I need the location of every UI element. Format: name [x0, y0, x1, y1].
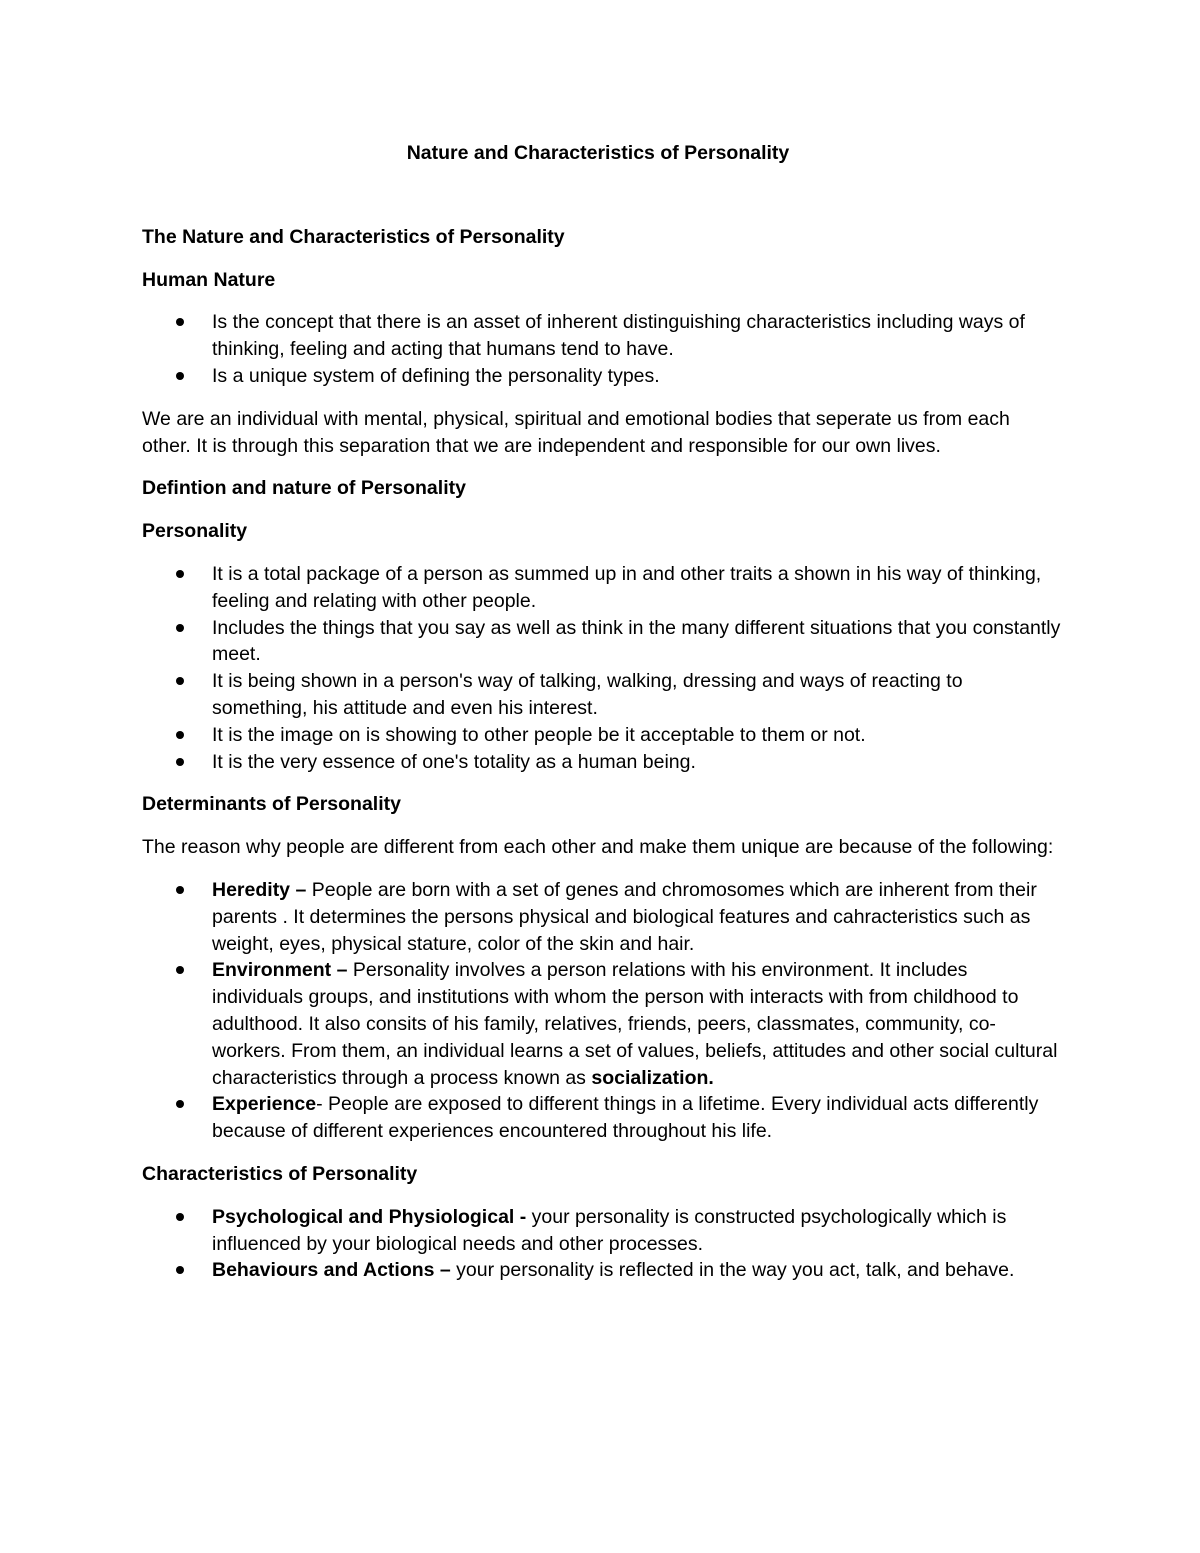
list-item	[142, 668, 1062, 722]
list-item	[142, 749, 1062, 776]
bullet-icon	[176, 1266, 184, 1274]
bullet-icon	[176, 624, 184, 632]
section-heading-definition: Defintion and nature of Personality	[142, 477, 466, 500]
bullet-icon	[176, 1100, 184, 1108]
human-nature-paragraph: We are an individual with mental, physical, spiritual and emotional bodies that seperate us from each other. It is through this separation that we are independent and responsible for our own lives.	[142, 407, 1010, 457]
subheading-human-nature: Human Nature	[142, 268, 276, 291]
list-item	[142, 1204, 1062, 1258]
list-item	[142, 1257, 1062, 1284]
bullet-icon	[176, 886, 184, 894]
list-item	[142, 363, 1062, 390]
document-title: Nature and Characteristics of Personality	[406, 142, 790, 164]
list-item-text: Is a unique system of defining the personality types.	[212, 364, 660, 387]
bullet-icon	[176, 318, 184, 326]
determinants-intro: The reason why people are different from each other and make them unique are because of the following:	[142, 836, 1054, 859]
list-item-text: your personality is reflected in the way you act, talk, and behave.	[456, 1259, 1015, 1282]
list-item-text: It is being shown in a person's way of talking, walking, dressing and ways of reacting to something, his attitude and even his interest.	[212, 670, 963, 719]
section-heading-characteristics: Characteristics of Personality	[142, 1162, 418, 1185]
emphasis-socialization: socialization.	[591, 1066, 714, 1089]
bullet-icon	[176, 1213, 184, 1221]
list-item	[142, 1091, 1062, 1145]
list-item-text: Personality involves a person relations with his environment. It includes individuals groups, and institutions with whom the person with interacts with from childhood to adulthood. It also consits of his family, relatives, friends, peers, classmates, community, co-workers. From them, an individual learns a set of values, beliefs, attitudes and other social cultural characteristics through a process known as	[212, 959, 1058, 1089]
bullet-icon	[176, 731, 184, 739]
human-nature-list	[142, 309, 1062, 389]
list-item-text: It is the image on is showing to other people be it acceptable to them or not.	[212, 723, 866, 746]
term-environment: Environment –	[212, 959, 353, 982]
characteristics-list	[142, 1204, 1062, 1284]
bullet-icon	[176, 372, 184, 380]
list-item-text: Is the concept that there is an asset of inherent distinguishing characteristics including ways of thinking, feeling and acting that humans tend to have.	[212, 311, 1025, 361]
term-experience: Experience	[212, 1093, 317, 1116]
section-heading-nature: The Nature and Characteristics of Personality	[142, 225, 565, 248]
personality-list	[142, 561, 1062, 775]
subheading-personality: Personality	[142, 520, 248, 543]
list-item-text: your personality is constructed psychologically which is influenced by your biological needs and other processes.	[212, 1205, 1007, 1255]
list-item-text: - People are exposed to different things in a lifetime. Every individual acts differently because of different experiences encountered throughout his life.	[212, 1093, 1039, 1143]
section-heading-determinants: Determinants of Personality	[142, 793, 401, 816]
list-item	[142, 309, 1062, 363]
list-item-text: People are born with a set of genes and chromosomes which are inherent from their parents . It determines the persons physical and biological features and cahracteristics such as weight, eyes, physical stature, color of the skin and hair.	[212, 878, 1037, 955]
list-item	[142, 722, 1062, 749]
term-heredity: Heredity –	[212, 878, 312, 901]
list-item-text: It is a total package of a person as summed up in and other traits a shown in his way of thinking, feeling and relating with other people.	[212, 562, 1042, 612]
list-item-text: Includes the things that you say as well as think in the many different situations that you constantly meet.	[212, 616, 1061, 666]
bullet-icon	[176, 570, 184, 578]
list-item-text: It is the very essence of one's totality as a human being.	[212, 750, 696, 773]
list-item	[142, 615, 1062, 669]
list-item	[142, 957, 1062, 1091]
term-behaviours: Behaviours and Actions –	[212, 1259, 457, 1282]
determinants-list	[142, 877, 1062, 1145]
bullet-icon	[176, 758, 184, 766]
document-page	[142, 140, 1062, 1300]
term-psychological: Psychological and Physiological -	[212, 1205, 532, 1228]
list-item	[142, 561, 1062, 615]
bullet-icon	[176, 966, 184, 974]
list-item	[142, 877, 1062, 957]
bullet-icon	[176, 677, 184, 685]
